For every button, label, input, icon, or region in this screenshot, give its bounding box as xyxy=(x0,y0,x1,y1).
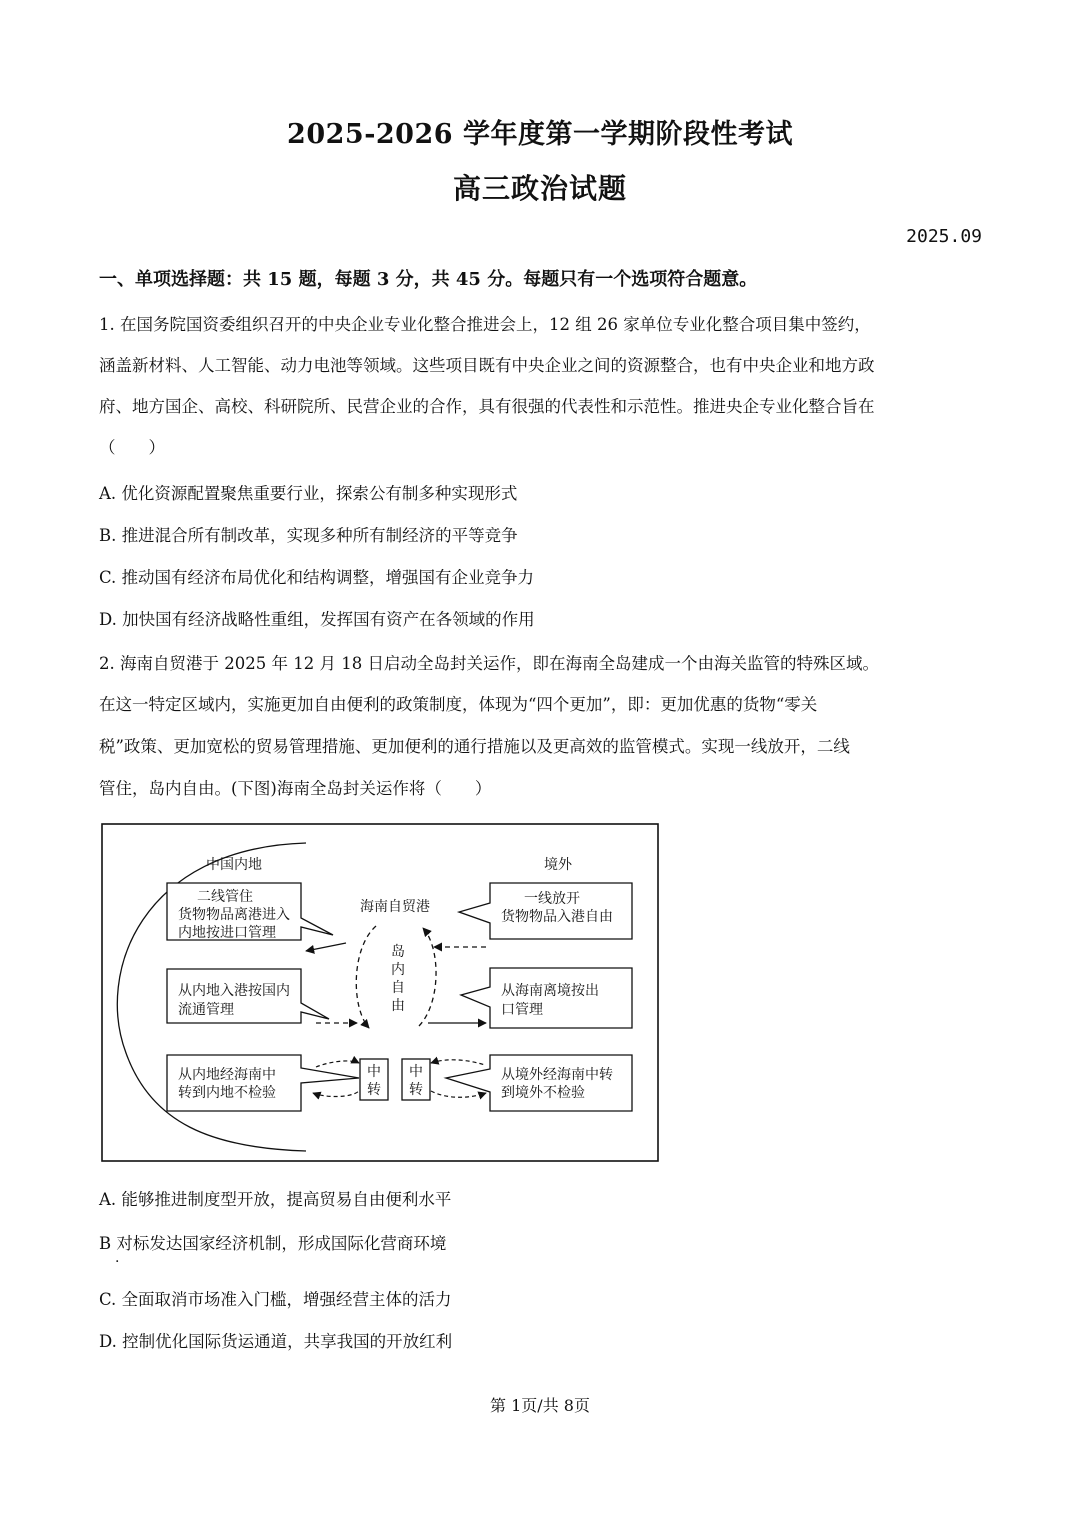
island-free-char: 内 xyxy=(391,962,405,978)
section-heading: 一、单项选择题：共 15 题，每题 3 分，共 45 分。每题只有一个选项符合题意。 xyxy=(99,269,758,290)
q1-stem-line: （ ） xyxy=(99,438,165,457)
box-text: 转到内地不检验 xyxy=(178,1085,276,1101)
box-text: 货物物品入港自由 xyxy=(501,909,613,925)
box-text: 到境外不检验 xyxy=(501,1085,585,1101)
q1-stem-line: 1. 在国务院国资委组织召开的中央企业专业化整合推进会上，12 组 26 家单位专业化整合项目集中签约， xyxy=(99,315,871,334)
q1-stem-line: 府、地方国企、高校、科研院所、民营企业的合作，具有很强的代表性和示范性。推进央企专业化整合旨在 xyxy=(99,397,875,416)
stray-mark: · xyxy=(115,1254,120,1270)
q1-option-b: B. 推进混合所有制改革，实现多种所有制经济的平等竞争 xyxy=(99,526,518,545)
q2-stem-line: 在这一特定区域内，实施更加自由便利的政策制度，体现为“四个更加”，即：更加优惠的货物“零关 xyxy=(99,695,818,714)
q2-stem-line: 管住，岛内自由。(下图)海南全岛封关运作将（ ） xyxy=(99,779,492,798)
q2-stem-line: 税”政策、更加宽松的贸易管理措施、更加便利的通行措施以及更高效的监管模式。实现一线放开，二线 xyxy=(99,737,850,756)
q2-option-b: B 对标发达国家经济机制，形成国际化营商环境 xyxy=(99,1234,447,1253)
box-text: 一线放开 xyxy=(524,891,580,907)
q2-option-a: A. 能够推进制度型开放，提高贸易自由便利水平 xyxy=(99,1190,452,1209)
box-text: 口管理 xyxy=(501,1002,543,1018)
overseas-label: 境外 xyxy=(544,857,572,873)
q1-option-d: D. 加快国有经济战略性重组，发挥国有资产在各领域的作用 xyxy=(99,610,535,629)
q2-option-c: C. 全面取消市场准入门槛，增强经营主体的活力 xyxy=(99,1290,452,1309)
page-number: 第 1页/共 8页 xyxy=(490,1396,590,1415)
transit-char: 中 xyxy=(367,1064,381,1080)
q1-option-c: C. 推动国有经济布局优化和结构调整，增强国有企业竞争力 xyxy=(99,568,535,587)
box-text: 从海南离境按出 xyxy=(501,983,599,999)
box-text: 从内地入港按国内 xyxy=(178,983,290,999)
exam-title: 2025-2026 学年度第一学期阶段性考试 xyxy=(287,119,793,150)
q2-stem-line: 2. 海南自贸港于 2025 年 12 月 18 日启动全岛封关运作，即在海南全岛建成一个由海关监管的特殊区域。 xyxy=(99,654,879,673)
box-text: 二线管住 xyxy=(197,889,253,905)
island-free-char: 自 xyxy=(391,980,405,996)
transit-char: 中 xyxy=(409,1064,423,1080)
hainan-ftp-diagram xyxy=(101,823,659,1163)
center-label: 海南自贸港 xyxy=(360,899,430,915)
island-free-char: 由 xyxy=(391,998,405,1014)
box-text: 从内地经海南中 xyxy=(178,1067,276,1083)
q1-option-a: A. 优化资源配置聚焦重要行业，探索公有制多种实现形式 xyxy=(99,484,518,503)
box-text: 从境外经海南中转 xyxy=(501,1067,613,1083)
transit-char: 转 xyxy=(409,1082,423,1098)
exam-date: 2025.09 xyxy=(906,226,982,247)
exam-subtitle: 高三政治试题 xyxy=(452,172,627,205)
q1-stem-line: 涵盖新材料、人工智能、动力电池等领域。这些项目既有中央企业之间的资源整合，也有中央企业和地方政 xyxy=(99,356,875,375)
box-text: 内地按进口管理 xyxy=(178,925,276,941)
island-free-char: 岛 xyxy=(391,944,405,960)
mainland-label: 中国内地 xyxy=(206,857,262,873)
q2-option-d: D. 控制优化国际货运通道，共享我国的开放红利 xyxy=(99,1332,453,1351)
box-text: 流通管理 xyxy=(178,1002,234,1018)
box-text: 货物物品离港进入 xyxy=(178,907,290,923)
transit-char: 转 xyxy=(367,1082,381,1098)
